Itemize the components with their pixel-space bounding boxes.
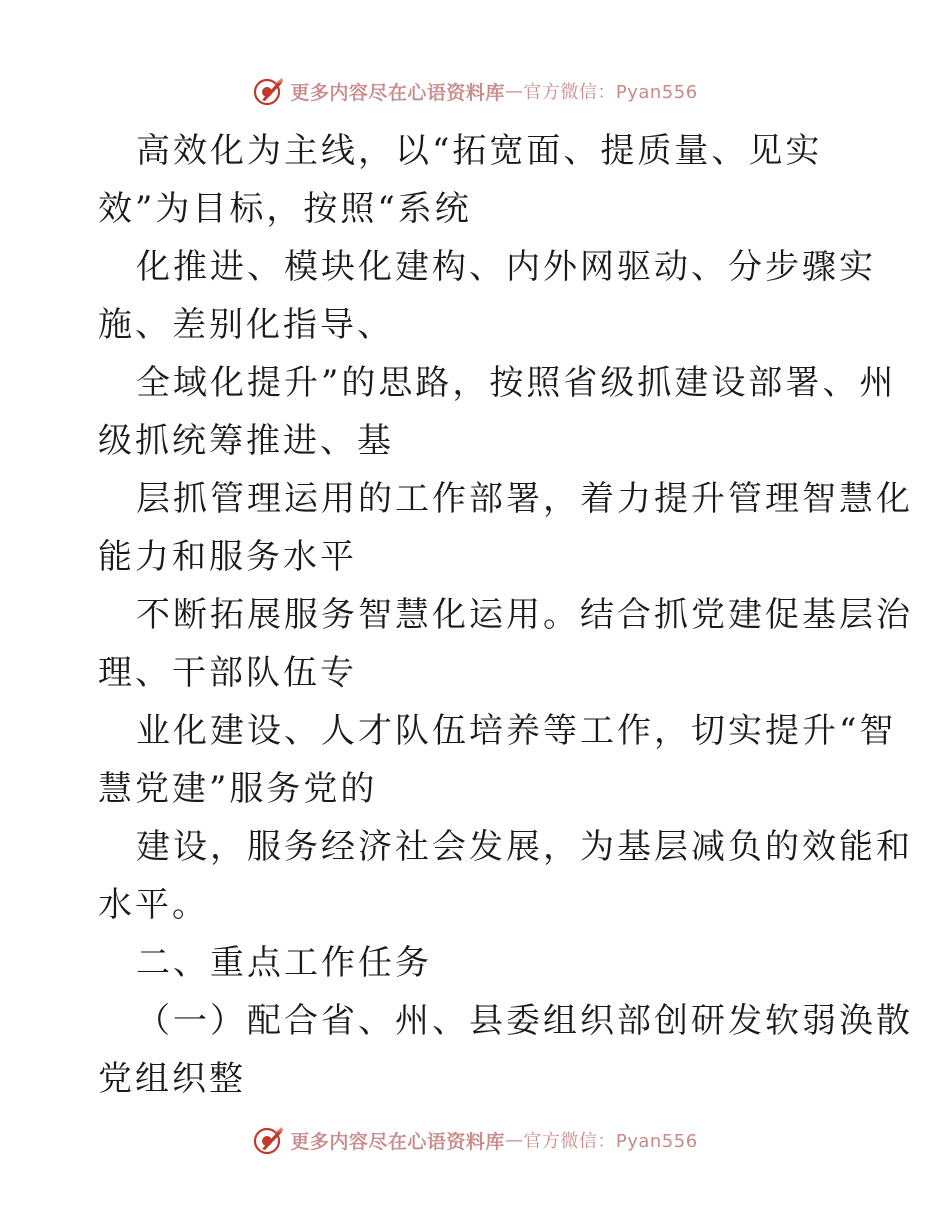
text-line: 慧党建”服务党的	[98, 769, 378, 809]
watermark-header	[0, 71, 950, 111]
text-line: 党组织整	[98, 1059, 246, 1099]
document-body	[98, 122, 913, 1108]
text-line: 施、差别化指导、	[98, 305, 394, 345]
watermark-dash: —	[504, 80, 524, 102]
text-line: 全域化提升”的思路，按照省级抓建设部署、州	[136, 363, 897, 403]
watermark-main-text: 更多内容尽在心语资料库	[290, 81, 505, 104]
text-line: 能力和服务水平	[98, 537, 357, 577]
text-line: 理、干部队伍专	[98, 653, 357, 693]
text-line: 化推进、模块化建构、内外网驱动、分步骤实	[136, 247, 876, 287]
text-line: 效”为目标，按照“系统	[98, 189, 472, 229]
text-line: 水平。	[98, 885, 209, 925]
feather-logo-icon	[252, 1123, 286, 1157]
text-line: 高效化为主线，以“拓宽面、提质量、见实	[136, 131, 823, 171]
text-line: 业化建设、人才队伍培养等工作，切实提升“智	[136, 711, 897, 751]
watermark-footer	[0, 1120, 950, 1160]
subsection-heading: （一）配合省、州、县委组织部创研发软弱涣散	[136, 1001, 913, 1041]
watermark-sub-text: 官方微信：Pyan556	[523, 82, 698, 103]
section-heading: 二、重点工作任务	[136, 943, 432, 983]
feather-logo-icon	[252, 74, 286, 108]
text-line: 层抓管理运用的工作部署，着力提升管理智慧化	[136, 479, 913, 519]
text-line: 不断拓展服务智慧化运用。结合抓党建促基层治	[136, 595, 913, 635]
watermark-sub-text: 官方微信：Pyan556	[523, 1131, 698, 1152]
text-line: 建设，服务经济社会发展，为基层减负的效能和	[136, 827, 913, 867]
watermark-dash: —	[504, 1129, 524, 1151]
watermark-main-text: 更多内容尽在心语资料库	[290, 1130, 505, 1153]
text-line: 级抓统筹推进、基	[98, 421, 394, 461]
